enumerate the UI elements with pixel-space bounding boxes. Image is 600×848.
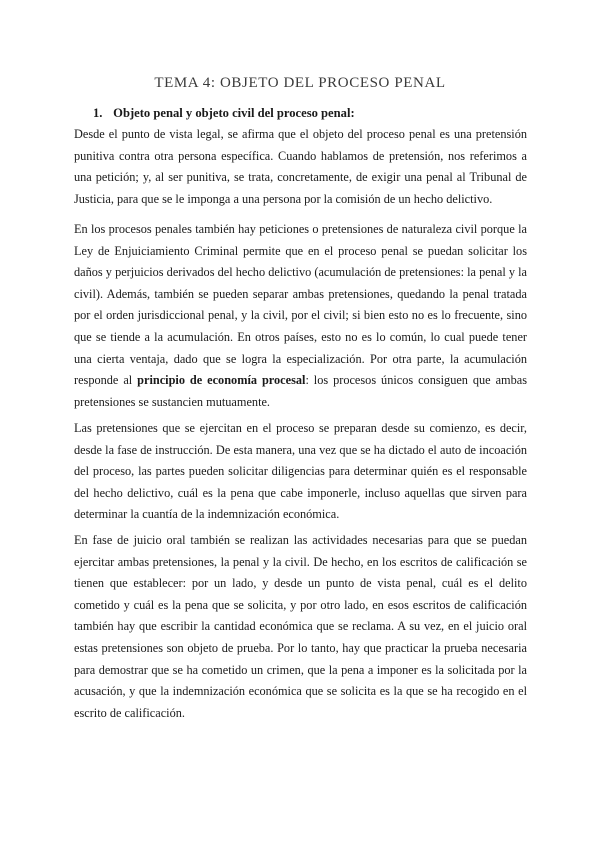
paragraph-4: En fase de juicio oral también se realizan las actividades necesarias para que se puedan ejercitar ambas pretensiones, la penal y la civil. De hecho, en los escritos de calificación se tienen que establecer: por un lado, y desde un punto de vista penal, cuál es el delito cometido y cuál es la pena que se solicita, y por otro lado, en esos escritos de calificación también hay que escribir la cantidad económica que se reclama. A su vez, en el juicio oral estas pretensiones son objeto de prueba. Por lo tanto, hay que practicar la prueba necesaria para demostrar que se ha cometido un crimen, que la pena a imponer es la solicitada por la acusación, y que la indemnización económica que se solicita es la que se ha recogido en el escrito de calificación. <box>74 533 527 720</box>
section-heading <box>93 106 355 121</box>
paragraph-2-text-end: : los procesos únicos consiguen que ambas pretensiones se sustancien mutuamente. <box>74 373 527 409</box>
paragraph-3: Las pretensiones que se ejercitan en el proceso se preparan desde su comienzo, es decir, desde la fase de instrucción. De esta manera, una vez que se ha dictado el auto de incoación del proceso, las partes pueden solicitar diligencias para determinar quién es el responsable del hecho delictivo, cuál es la pena que cabe imponerle, incluso aquellas que sirven para determinar la cuantía de la indemnización económica. <box>74 421 527 522</box>
paragraph-1: Desde el punto de vista legal, se afirma que el objeto del proceso penal es una pretensión punitiva contra otra persona específica. Cuando hablamos de pretensión, nos referimos a una petición; y, al ser punitiva, se trata, concretamente, de exigir una penal al Tribunal de Justicia, para que se le imponga a una persona por la comisión de un hecho delictivo. <box>74 127 527 206</box>
section-number: 1. <box>93 106 103 120</box>
page-title: TEMA 4: OBJETO DEL PROCESO PENAL <box>154 75 446 91</box>
section-heading-text: Objeto penal y objeto civil del proceso penal: <box>113 106 355 120</box>
paragraph-2-bold-term: principio de economía procesal <box>137 373 306 388</box>
paragraph-2-text-start: En los procesos penales también hay peticiones o pretensiones de naturaleza civil porque la Ley de Enjuiciamiento Criminal permite que en el proceso penal se puedan solicitar los daños y perjuicios derivados del hecho delictivo (acumulación de pretensiones: la penal y la civil). Además, también se pueden separar ambas pretensiones, quedando la penal tratada por el orden jurisdiccional penal, y la civil, por el civil; si bien esto no es lo frecuente, sino que se tiende a la acumulación. En otros países, esto no es lo común, lo cual puede tener una cierta ventaja, dado que se logra la especialización. Por otra parte, la acumulación responde al <box>74 222 527 388</box>
paragraph-2 <box>74 219 527 413</box>
